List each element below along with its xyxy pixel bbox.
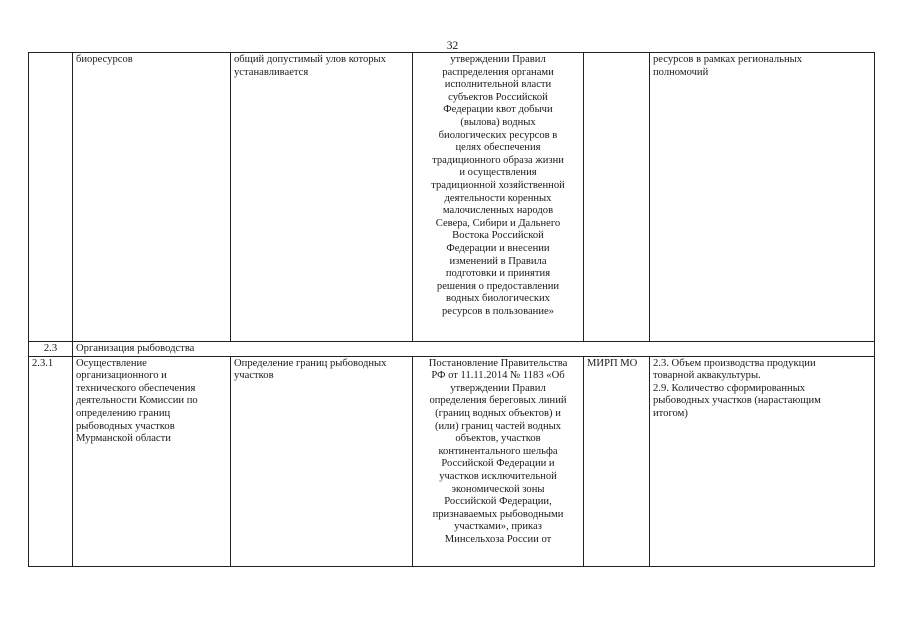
expected-result-cell: Определение границ рыбоводных участков bbox=[231, 356, 413, 566]
page-number: 32 bbox=[446, 40, 459, 52]
measure-name-cell: биоресурсов bbox=[73, 53, 231, 342]
indicator-line: ресурсов в рамках региональных bbox=[653, 54, 803, 65]
doc-line: (границ водных объектов) и bbox=[435, 407, 561, 419]
section-title-cell: Организация рыбоводства bbox=[73, 342, 875, 357]
doc-line: Российской Федерации, bbox=[444, 496, 552, 508]
doc-line: определения береговых линий bbox=[429, 395, 567, 407]
doc-line: Федерации квот добычи bbox=[443, 104, 553, 116]
doc-line: Востока Российской bbox=[452, 230, 544, 242]
executor-cell: МИРП МО bbox=[584, 356, 650, 566]
doc-line: РФ от 11.11.2014 № 1183 «Об bbox=[431, 370, 565, 382]
doc-line: биологических ресурсов в bbox=[438, 129, 558, 141]
doc-line: ресурсов в пользование» bbox=[442, 305, 554, 317]
doc-line: малочисленных народов bbox=[442, 205, 554, 217]
indicator-line: товарной аквакультуры. bbox=[653, 370, 761, 382]
doc-line: (вылова) водных bbox=[460, 116, 536, 128]
doc-line: объектов, участков bbox=[455, 433, 541, 445]
measures-table bbox=[28, 52, 875, 567]
doc-line: экономической зоны bbox=[451, 483, 545, 495]
indicator-line: 2.9. Количество сформированных bbox=[653, 382, 806, 394]
doc-line: субъектов Российской bbox=[448, 91, 548, 103]
doc-line: распределения органами bbox=[442, 66, 554, 78]
doc-line: исполнительной власти bbox=[444, 79, 552, 91]
doc-line: деятельности коренных bbox=[444, 192, 552, 204]
indicator-line: полномочий bbox=[653, 66, 709, 78]
doc-line: признаваемых рыбоводными bbox=[432, 508, 564, 520]
executor-cell bbox=[584, 53, 650, 342]
doc-line: традиционной хозяйственной bbox=[431, 179, 565, 191]
doc-line: континентального шельфа bbox=[438, 445, 558, 457]
doc-line: Севера, Сибири и Дальнего bbox=[435, 217, 561, 229]
indicator-line: рыбоводных участков (нарастающим bbox=[653, 395, 821, 407]
doc-line: целях обеспечения bbox=[455, 142, 541, 154]
legal-document-cell bbox=[413, 53, 584, 342]
doc-line: участков исключительной bbox=[439, 470, 557, 482]
doc-line: подготовки и принятия bbox=[445, 268, 551, 280]
doc-line: решения о предоставлении bbox=[436, 280, 560, 292]
doc-line: Российской Федерации и bbox=[441, 458, 555, 470]
row-number-cell bbox=[29, 53, 73, 342]
doc-line: изменений в Правила bbox=[449, 255, 547, 267]
table-row bbox=[29, 356, 875, 566]
table-row bbox=[29, 53, 875, 342]
expected-result-cell: общий допустимый улов которых устанавливается bbox=[231, 53, 413, 342]
doc-line: Минсельхоза России от bbox=[444, 533, 552, 545]
doc-line: утверждении Правил bbox=[450, 54, 546, 65]
indicator-line: 2.3. Объем производства продукции bbox=[653, 357, 816, 369]
doc-line: традиционного образа жизни bbox=[432, 154, 564, 166]
section-number-cell: 2.3 bbox=[29, 342, 73, 357]
doc-line: (или) границ частей водных bbox=[434, 420, 562, 432]
doc-line: утверждении Правил bbox=[450, 382, 546, 394]
doc-line: Федерации и внесении bbox=[446, 242, 550, 254]
indicators-cell bbox=[650, 53, 875, 342]
row-number-cell: 2.3.1 bbox=[29, 356, 73, 566]
doc-line: водных биологических bbox=[446, 293, 550, 305]
doc-line: Постановление Правительства bbox=[428, 357, 568, 369]
doc-line: участками», приказ bbox=[454, 521, 542, 533]
section-row bbox=[29, 342, 875, 357]
indicator-line: итогом) bbox=[653, 407, 688, 419]
legal-document-cell bbox=[413, 356, 584, 566]
doc-line: и осуществления bbox=[459, 167, 537, 179]
indicators-cell bbox=[650, 356, 875, 566]
measure-name-cell: Осуществление организационного и технического обеспечения деятельности Комиссии по определению границ рыбоводных участков Мурманской области bbox=[73, 356, 231, 566]
